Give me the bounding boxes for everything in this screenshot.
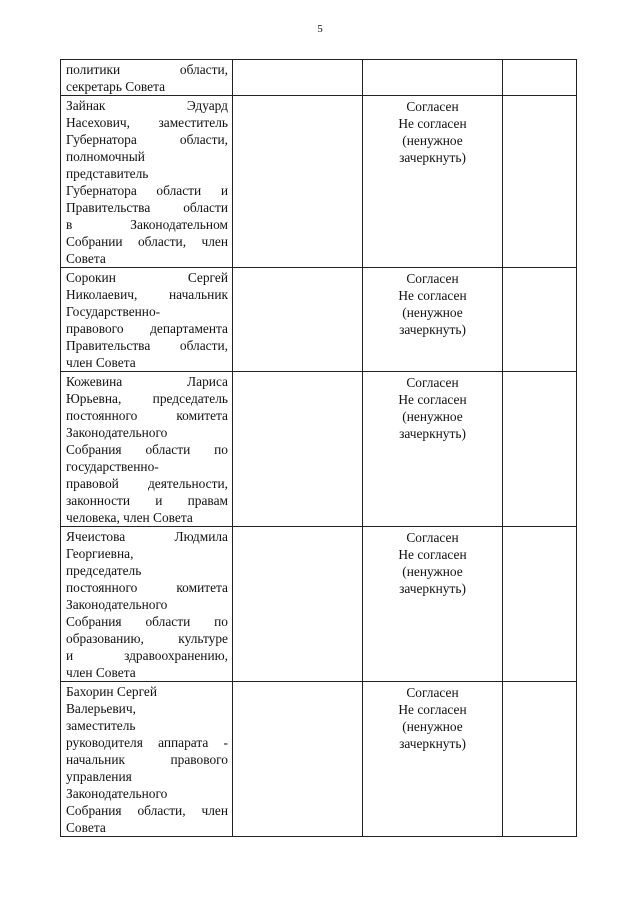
member-description-line: и здравоохранению, [66,648,228,663]
decision-options [363,268,502,338]
decision-disagree: Не согласен [398,392,467,407]
member-description-line: Правительства области, [66,338,228,353]
member-description [61,682,232,836]
member-description-line: правовой деятельности, [66,476,228,491]
date-cell [503,268,577,372]
date-cell [503,527,577,682]
member-description [61,527,232,681]
member-description-line: Зайнак Эдуард [66,98,228,113]
member-description-line: Законодательного [66,786,168,801]
member-description-line: Совета [66,251,106,266]
table-row [61,372,577,527]
member-description-line: Сорокин Сергей [66,270,228,285]
member-description-line: Собрания области по [66,614,228,629]
decision-disagree: Не согласен [398,702,467,717]
member-description-line: Ячеистова Людмила [66,529,228,544]
member-description-line: Георгиевна, [66,546,134,561]
member-name-cell [61,60,233,96]
member-description-line: полномочный [66,149,145,164]
member-description [61,60,232,95]
decision-note: (ненужное [402,564,463,579]
signature-cell [233,60,363,96]
signature-cell [233,372,363,527]
date-cell [503,96,577,268]
table-row [61,527,577,682]
date-cell [503,372,577,527]
decision-agree: Согласен [406,271,459,286]
member-description [61,268,232,371]
member-description [61,372,232,526]
member-description-line: секретарь Совета [66,79,166,94]
decision-cell [363,372,503,527]
member-description-line: постоянного комитета [66,580,228,595]
member-description-line: Совета [66,820,106,835]
member-description-line: законности и правам [66,493,228,508]
table-body [61,60,577,837]
decision-note: (ненужное [402,305,463,320]
member-description-line: представитель [66,166,149,181]
decision-options [363,527,502,597]
member-description-line: Собрания области, член [66,803,228,818]
decision-note: (ненужное [402,409,463,424]
decision-options [363,682,502,752]
decision-agree: Согласен [406,530,459,545]
member-description-line: государственно- [66,459,159,474]
decision-note: (ненужное [402,133,463,148]
member-description-line: человека, член Совета [66,510,193,525]
member-description-line: Законодательного [66,425,168,440]
member-description-line: Кожевина Лариса [66,374,228,389]
decision-note: зачеркнуть) [399,426,466,441]
decision-note: зачеркнуть) [399,150,466,165]
member-description-line: начальник правового [66,752,228,767]
decision-disagree: Не согласен [398,288,467,303]
decision-agree: Согласен [406,685,459,700]
member-name-cell [61,682,233,837]
decision-note: зачеркнуть) [399,581,466,596]
member-description [61,96,232,267]
table-row [61,682,577,837]
decision-agree: Согласен [406,375,459,390]
table-row [61,96,577,268]
decision-note: (ненужное [402,719,463,734]
decision-note: зачеркнуть) [399,736,466,751]
date-cell [503,60,577,96]
member-name-cell [61,268,233,372]
member-description-line: Собрании области, член [66,234,228,249]
member-description-line: член Совета [66,665,136,680]
member-description-line: член Совета [66,355,136,370]
decision-agree: Согласен [406,99,459,114]
member-description-line: Бахорин Сергей [66,684,158,699]
member-description-line: в Законодательном [66,217,228,232]
member-description-line: Юрьевна, председатель [66,391,228,406]
member-description-line: председатель [66,563,142,578]
member-description-line: образованию, культуре [66,631,228,646]
member-description-line: Валерьевич, [66,701,136,716]
member-description-line: Государственно- [66,304,161,319]
member-description-line: Губернатора области, [66,132,228,147]
decision-options [363,96,502,166]
member-description-line: Правительства области [66,200,228,215]
member-description-line: Законодательного [66,597,168,612]
signature-cell [233,268,363,372]
member-name-cell [61,96,233,268]
member-name-cell [61,527,233,682]
member-description-line: Собрания области по [66,442,228,457]
approval-table [60,59,577,837]
member-description-line: руководителя аппарата - [66,735,228,750]
signature-cell [233,96,363,268]
member-description-line: заместитель [66,718,136,733]
decision-cell [363,268,503,372]
table-row [61,60,577,96]
decision-disagree: Не согласен [398,547,467,562]
decision-cell [363,60,503,96]
decision-cell [363,682,503,837]
member-description-line: правового департамента [66,321,228,336]
decision-disagree: Не согласен [398,116,467,131]
page-number: 5 [317,23,323,35]
signature-cell [233,682,363,837]
signature-cell [233,527,363,682]
decision-options [363,372,502,442]
member-description-line: Губернатора области и [66,183,228,198]
member-description-line: Насехович, заместитель [66,115,228,130]
member-name-cell [61,372,233,527]
member-description-line: Николаевич, начальник [66,287,228,302]
decision-note: зачеркнуть) [399,322,466,337]
decision-cell [363,96,503,268]
member-description-line: политики области, [66,62,228,77]
member-description-line: управления [66,769,132,784]
member-description-line: постоянного комитета [66,408,228,423]
table-row [61,268,577,372]
date-cell [503,682,577,837]
decision-cell [363,527,503,682]
